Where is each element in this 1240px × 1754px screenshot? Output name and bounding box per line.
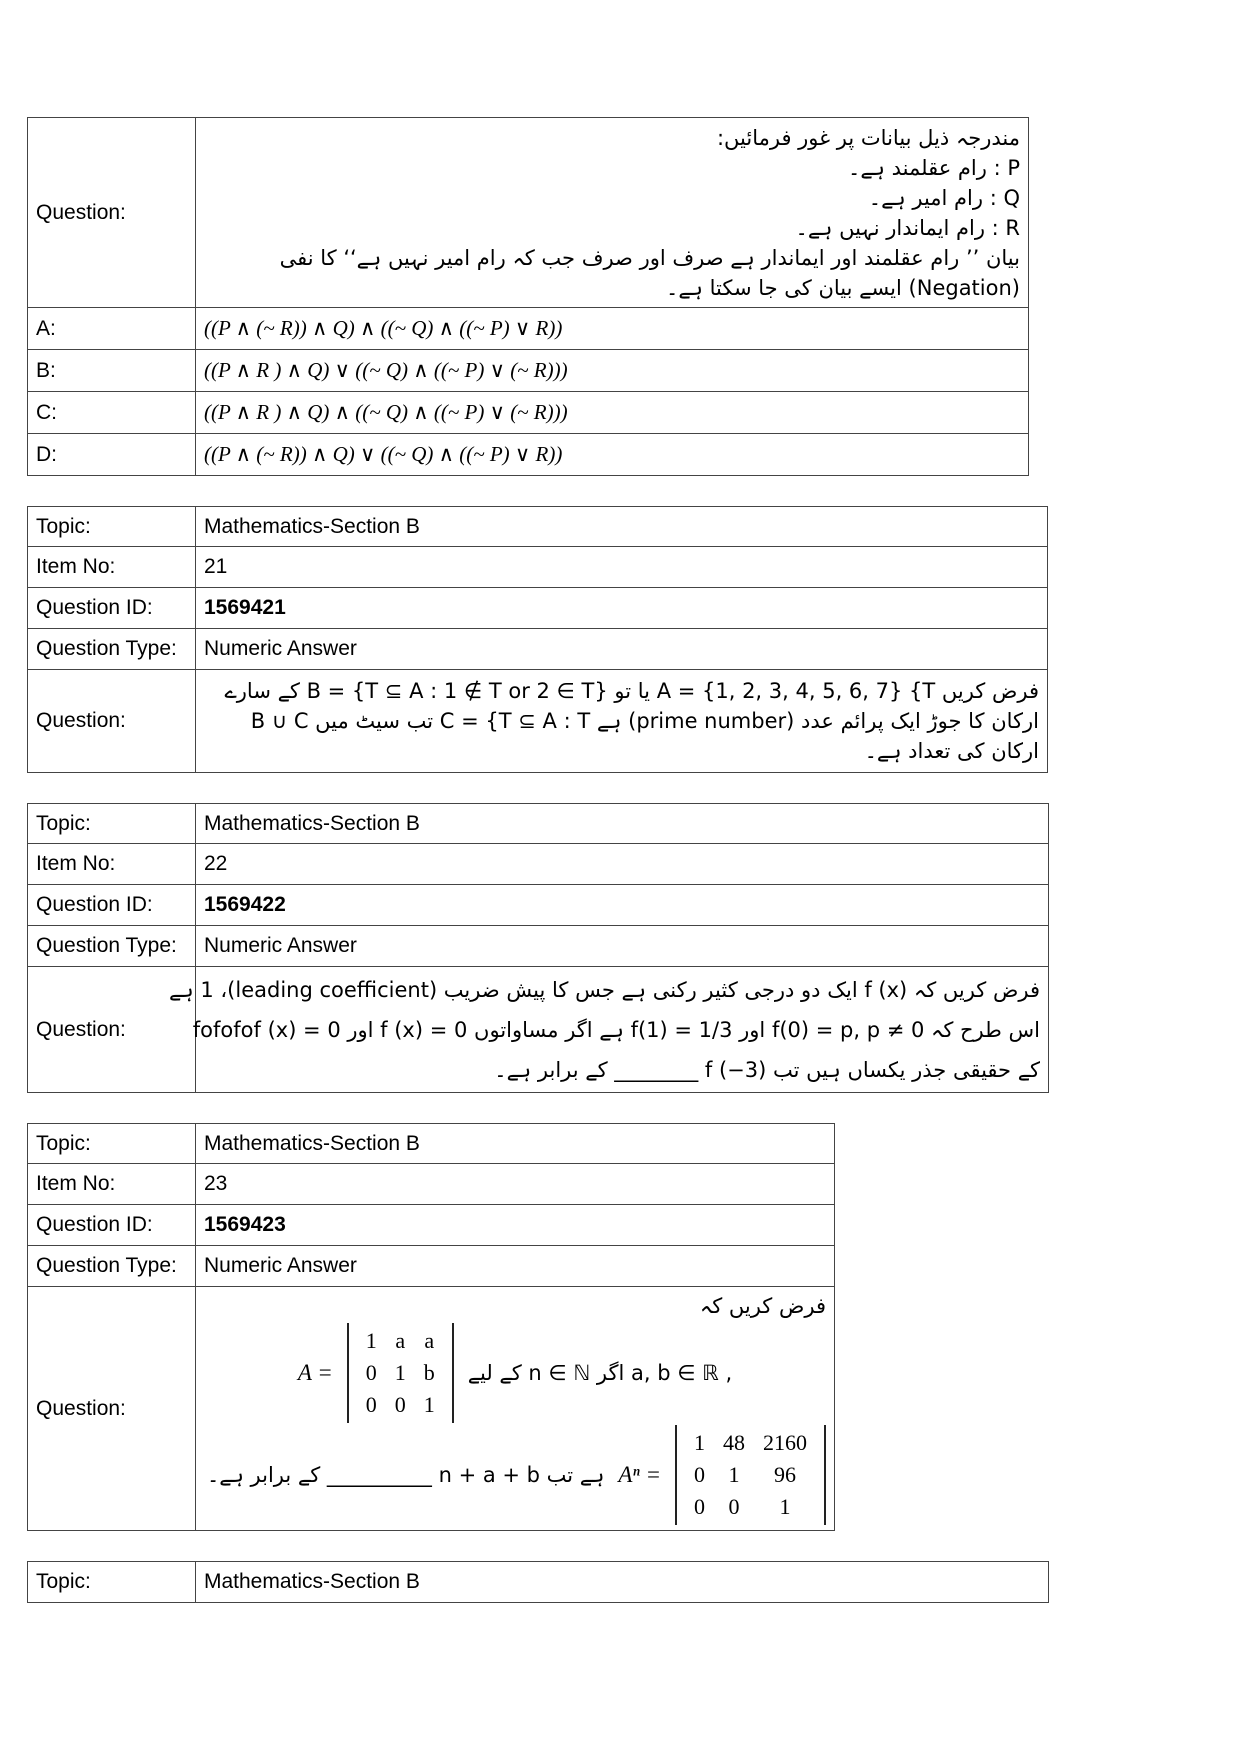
question-line: (Negation) ایسے بیان کی جا سکتا ہے۔	[666, 275, 1020, 300]
matrix-cell: 1	[365, 1327, 377, 1353]
question-intro: فرض کریں کہ	[699, 1293, 826, 1318]
matrix-cell: 96	[774, 1461, 796, 1487]
question-label: Question:	[28, 967, 196, 1093]
topic-label: Topic:	[28, 804, 196, 844]
matrix-cell: 0	[365, 1359, 377, 1385]
topic-value: Mathematics-Section B	[196, 804, 1049, 844]
question-id-value: 1569423	[196, 1205, 835, 1246]
question-block-3	[27, 803, 1049, 1093]
matrix-cell: 0	[394, 1391, 406, 1417]
question-type-value: Numeric Answer	[196, 1246, 835, 1287]
topic-value: Mathematics-Section B	[196, 507, 1048, 547]
topic-label: Topic:	[28, 1562, 196, 1603]
question-label: Question:	[28, 1287, 196, 1531]
item-no-label: Item No:	[28, 1164, 196, 1205]
matrix-a	[347, 1323, 454, 1423]
question-line: بیان ’’ رام عقلمند اور ایماندار ہے صرف اور صرف جب کہ رام امیر نہیں ہے‘‘ کا نفی	[279, 245, 1020, 270]
question-label: Question:	[28, 118, 196, 308]
topic-value: Mathematics-Section B	[196, 1562, 1049, 1603]
option-a: ((P ∧ (~ R)) ∧ Q) ∧ ((~ Q) ∧ ((~ P) ∨ R))	[196, 308, 1029, 350]
option-label-a: A:	[28, 308, 196, 350]
matrix-a-row	[204, 1323, 826, 1423]
matrix-cell: 48	[723, 1429, 745, 1455]
question-label: Question:	[28, 670, 196, 773]
question-type-value: Numeric Answer	[196, 629, 1048, 670]
question-type-label: Question Type:	[28, 926, 196, 967]
question-type-label: Question Type:	[28, 629, 196, 670]
matrix-cell: 1	[423, 1391, 435, 1417]
matrix-a-prefix: A =	[297, 1359, 333, 1385]
item-no-value: 23	[196, 1164, 835, 1205]
question-block-4	[27, 1123, 835, 1531]
matrix-an-prefix: Aⁿ =	[618, 1461, 661, 1487]
matrix-an	[675, 1425, 826, 1525]
option-label-d: D:	[28, 434, 196, 476]
matrix-cell: 0	[694, 1461, 705, 1487]
option-label-b: B:	[28, 350, 196, 392]
option-d: ((P ∧ (~ R)) ∧ Q) ∨ ((~ Q) ∧ ((~ P) ∨ R))	[196, 434, 1029, 476]
matrix-cell: 0	[365, 1391, 377, 1417]
matrix-cell: a	[424, 1327, 435, 1353]
question-type-label: Question Type:	[28, 1246, 196, 1287]
question-id-value: 1569421	[196, 588, 1048, 629]
question-line: P : رام عقلمند ہے۔	[848, 155, 1020, 180]
question-id-value: 1569422	[196, 885, 1049, 926]
matrix-cell: 1	[779, 1493, 791, 1519]
option-b: ((P ∧ R ) ∧ Q) ∨ ((~ Q) ∧ ((~ P) ∨ (~ R)))	[196, 350, 1029, 392]
option-c: ((P ∧ R ) ∧ Q) ∧ ((~ Q) ∧ ((~ P) ∨ (~ R)))	[196, 392, 1029, 434]
matrix-cell: 1	[694, 1429, 705, 1455]
question-line: R : رام ایماندار نہیں ہے۔	[795, 215, 1020, 240]
matrix-cell: 0	[728, 1493, 740, 1519]
topic-label: Topic:	[28, 1124, 196, 1164]
item-no-value: 21	[196, 547, 1048, 588]
question-text	[196, 1287, 835, 1531]
topic-label: Topic:	[28, 507, 196, 547]
option-label-c: C:	[28, 392, 196, 434]
question-line: مندرجہ ذیل بیانات پر غور فرمائیں:	[716, 125, 1020, 150]
question-line: کے حقیقی جذر یکساں ہیں تب f (−3) ________ کے برابر ہے۔	[494, 1057, 1040, 1082]
item-no-label: Item No:	[28, 547, 196, 588]
matrix-cell: 2160	[763, 1429, 807, 1455]
matrix-cell: a	[395, 1327, 406, 1353]
question-id-label: Question ID:	[28, 588, 196, 629]
matrix-cell: 1	[728, 1461, 740, 1487]
item-no-value: 22	[196, 844, 1049, 885]
question-line: ارکان کی تعداد ہے۔	[864, 739, 1039, 763]
question-line: فرض کریں کہ f (x) ایک دو درجی کثیر رکنی ہے جس کا پیش ضریب (leading coefficient)، 1 ہے	[169, 977, 1040, 1002]
question-line: Q : رام امیر ہے۔	[868, 185, 1020, 210]
matrix-cell: 1	[394, 1359, 406, 1385]
question-text	[169, 967, 1049, 1093]
matrix-cell: 0	[694, 1493, 705, 1519]
question-line: ارکان کا جوڑ ایک پرائم عدد (prime number) ہے C = {T ⊆ A : T تب سیٹ میں B ∪ C	[250, 709, 1039, 733]
item-no-label: Item No:	[28, 844, 196, 885]
question-line: اس طرح کہ f(0) = p, p ≠ 0 اور f(1) = 1/3 ہے اگر مساواتوں f (x) = 0 اور fofofof (x) = 0	[192, 1017, 1040, 1042]
question-text	[196, 670, 1048, 773]
matrix-a-suffix: , a, b ∈ ℝ اگر n ∈ ℕ کے لیے	[467, 1360, 733, 1385]
question-text	[196, 118, 1029, 308]
matrix-an-row	[204, 1425, 826, 1525]
question-id-label: Question ID:	[28, 1205, 196, 1246]
topic-value: Mathematics-Section B	[196, 1124, 835, 1164]
question-block-5	[27, 1561, 1049, 1603]
matrix-cell: b	[423, 1359, 435, 1385]
question-line: فرض کریں A = {1, 2, 3, 4, 5, 6, 7} {T یا تو B = {T ⊆ A : 1 ∉ T or 2 ∈ T} کے سارے	[224, 679, 1039, 703]
question-type-value: Numeric Answer	[196, 926, 1049, 967]
question-block-2	[27, 506, 1048, 773]
matrix-an-suffix: ہے تب n + a + b __________ کے برابر ہے۔	[206, 1462, 605, 1487]
question-block-1	[27, 117, 1029, 476]
question-id-label: Question ID:	[28, 885, 196, 926]
